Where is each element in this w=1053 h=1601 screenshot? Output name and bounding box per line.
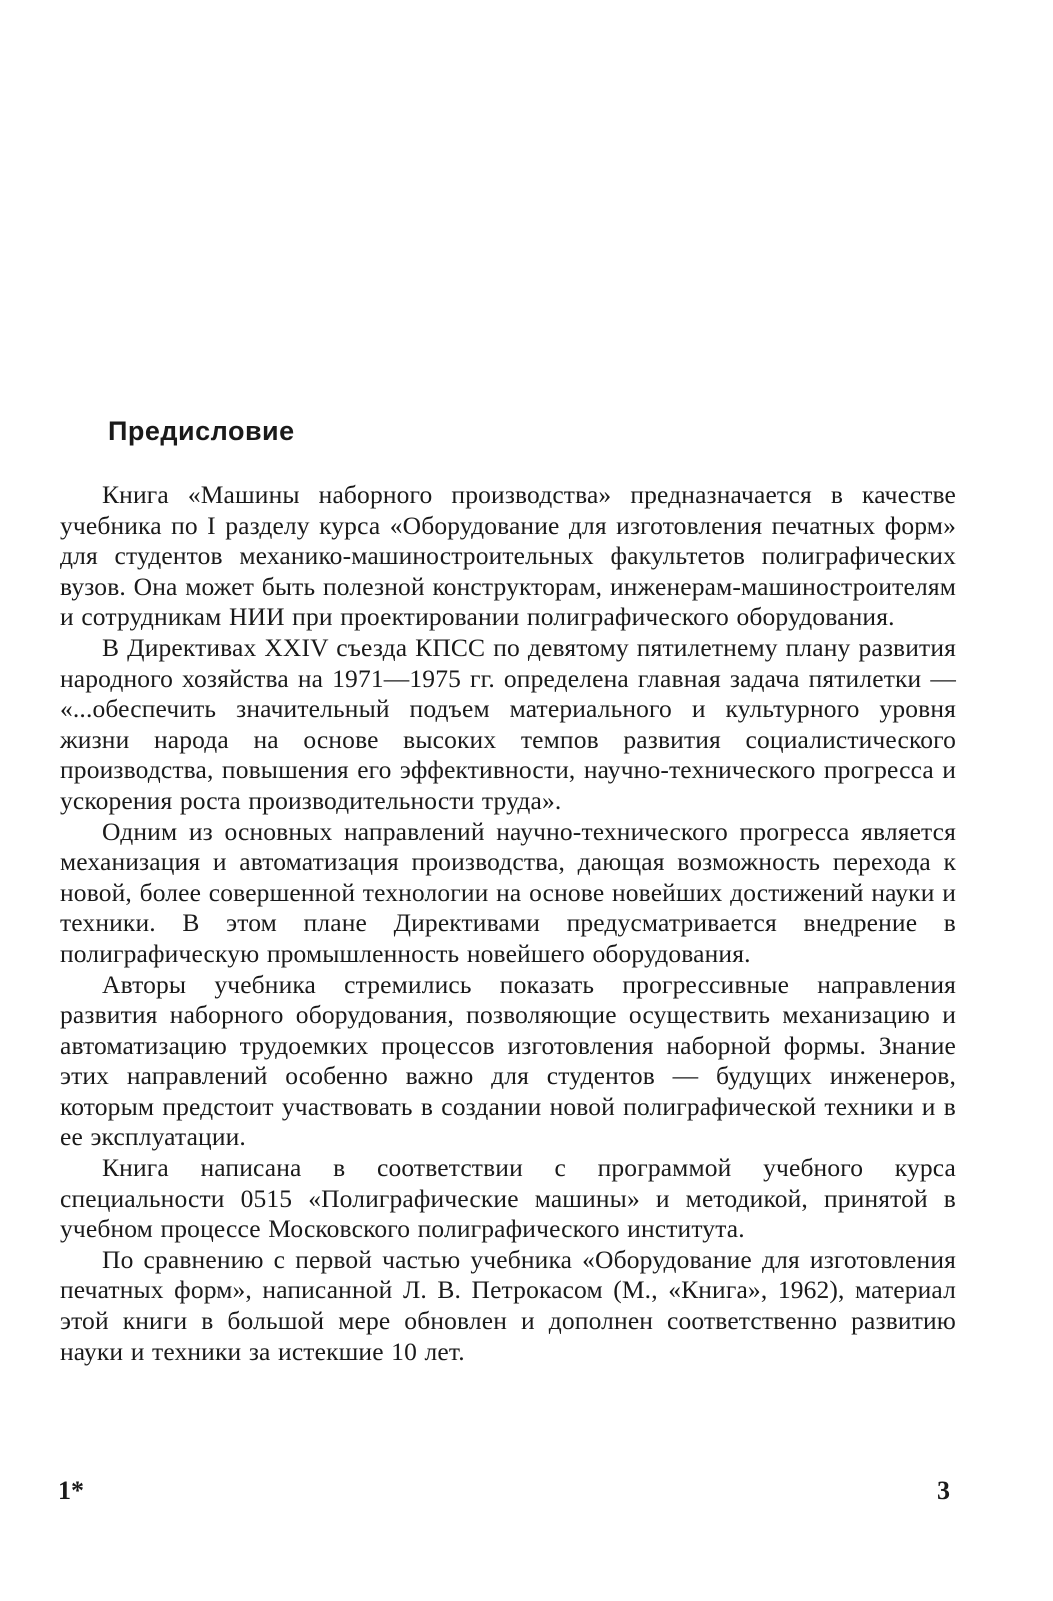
paragraph-6: По сравнению с первой частью учебника «Оборудование для изготовления печатных форм», написанной Л. В. Петрокасом (М., «Книга», 1962), материал этой книги в большой мере обновлен и дополнен соответственно развитию науки и техники за истекшие 10 лет. [60, 1244, 956, 1366]
paragraph-2: В Директивах XXIV съезда КПСС по девятому пятилетнему плану развития народного хозяйства на 1971—1975 гг. определена главная задача пятилетки — «...обеспечить значительный подъем материального и культурного уровня жизни народа на основе высоких темпов развития социалистического производства, повышения его эффективности, научно-технического прогресса и ускорения роста производительности труда». [60, 632, 956, 815]
paragraph-5: Книга написана в соответствии с программой учебного курса специальности 0515 «Полиграфические машины» и методикой, принятой в учебном процессе Московского полиграфического института. [60, 1153, 956, 1244]
signature-mark: 1* [58, 1476, 84, 1505]
preface-body [60, 480, 956, 1367]
paragraph-3: Одним из основных направлений научно-технического прогресса является механизация и автоматизация производства, дающая возможность перехода к новой, более совершенной технологии на основе новейших достижений науки и техники. В этом плане Директивами предусматривается внедрение в полиграфическую промышленность новейшего оборудования. [60, 816, 956, 968]
paragraph-4: Авторы учебника стремились показать прогрессивные направления развития наборного оборудования, позволяющие осуществить механизацию и автоматизацию трудоемких процессов изготовления наборной формы. Знание этих направлений особенно важно для студентов — будущих инженеров, которым предстоит участвовать в создании новой полиграфической техники и в ее эксплуатации. [60, 969, 956, 1152]
page-number: 3 [937, 1476, 950, 1505]
section-heading: Предисловие [108, 416, 295, 446]
paragraph-1: Книга «Машины наборного производства» предназначается в качестве учебника по I разделу курса «Оборудование для изготовления печатных форм» для студентов механико-машиностроительных факультетов полиграфических вузов. Она может быть полезной конструкторам, инженерам-машиностроителям и сотрудникам НИИ при проектировании полиграфического оборудования. [60, 480, 956, 632]
